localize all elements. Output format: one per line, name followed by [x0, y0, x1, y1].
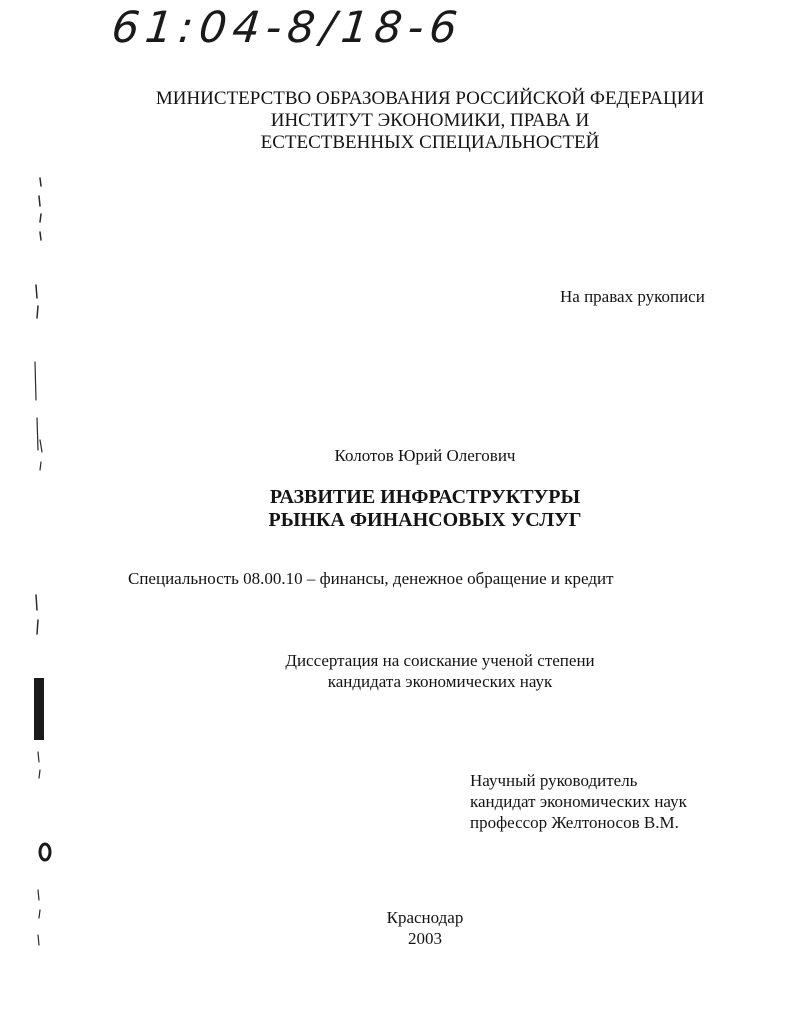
- year: 2003: [408, 929, 442, 948]
- supervisor-degree: кандидат экономических наук: [470, 792, 687, 811]
- institute-line: ИНСТИТУТ ЭКОНОМИКИ, ПРАВА И: [270, 110, 590, 131]
- handwritten-catalog-number: 61:04-8/18-6: [109, 3, 466, 53]
- dissertation-title: [200, 486, 650, 532]
- manuscript-rights-note: На правах рукописи: [560, 287, 705, 306]
- title-line-1: РАЗВИТИЕ ИНФРАСТРУКТУРЫ: [269, 486, 581, 508]
- degree-statement: [230, 650, 650, 692]
- supervisor-name: профессор Желтоносов В.М.: [470, 813, 679, 832]
- scan-edge-artifacts: [0, 0, 60, 1034]
- degree-line-1: Диссертация на соискание ученой степени: [285, 651, 595, 670]
- degree-line-2: кандидата экономических наук: [327, 672, 553, 691]
- supervisor-label: Научный руководитель: [470, 771, 638, 790]
- supervisor-block: [470, 770, 687, 833]
- ministry-line: МИНИСТЕРСТВО ОБРАЗОВАНИЯ РОССИЙСКОЙ ФЕДЕРАЦИИ: [155, 88, 705, 109]
- specialty-line: Специальность 08.00.10 – финансы, денежное обращение и кредит: [128, 569, 614, 588]
- author-name: Колотов Юрий Олегович: [334, 446, 516, 465]
- title-line-2: РЫНКА ФИНАНСОВЫХ УСЛУГ: [268, 509, 582, 531]
- city: Краснодар: [386, 908, 464, 927]
- ministry-header: [150, 88, 710, 154]
- place-and-year: [350, 907, 500, 949]
- institute-line-cont: ЕСТЕСТВЕННЫХ СПЕЦИАЛЬНОСТЕЙ: [260, 132, 600, 153]
